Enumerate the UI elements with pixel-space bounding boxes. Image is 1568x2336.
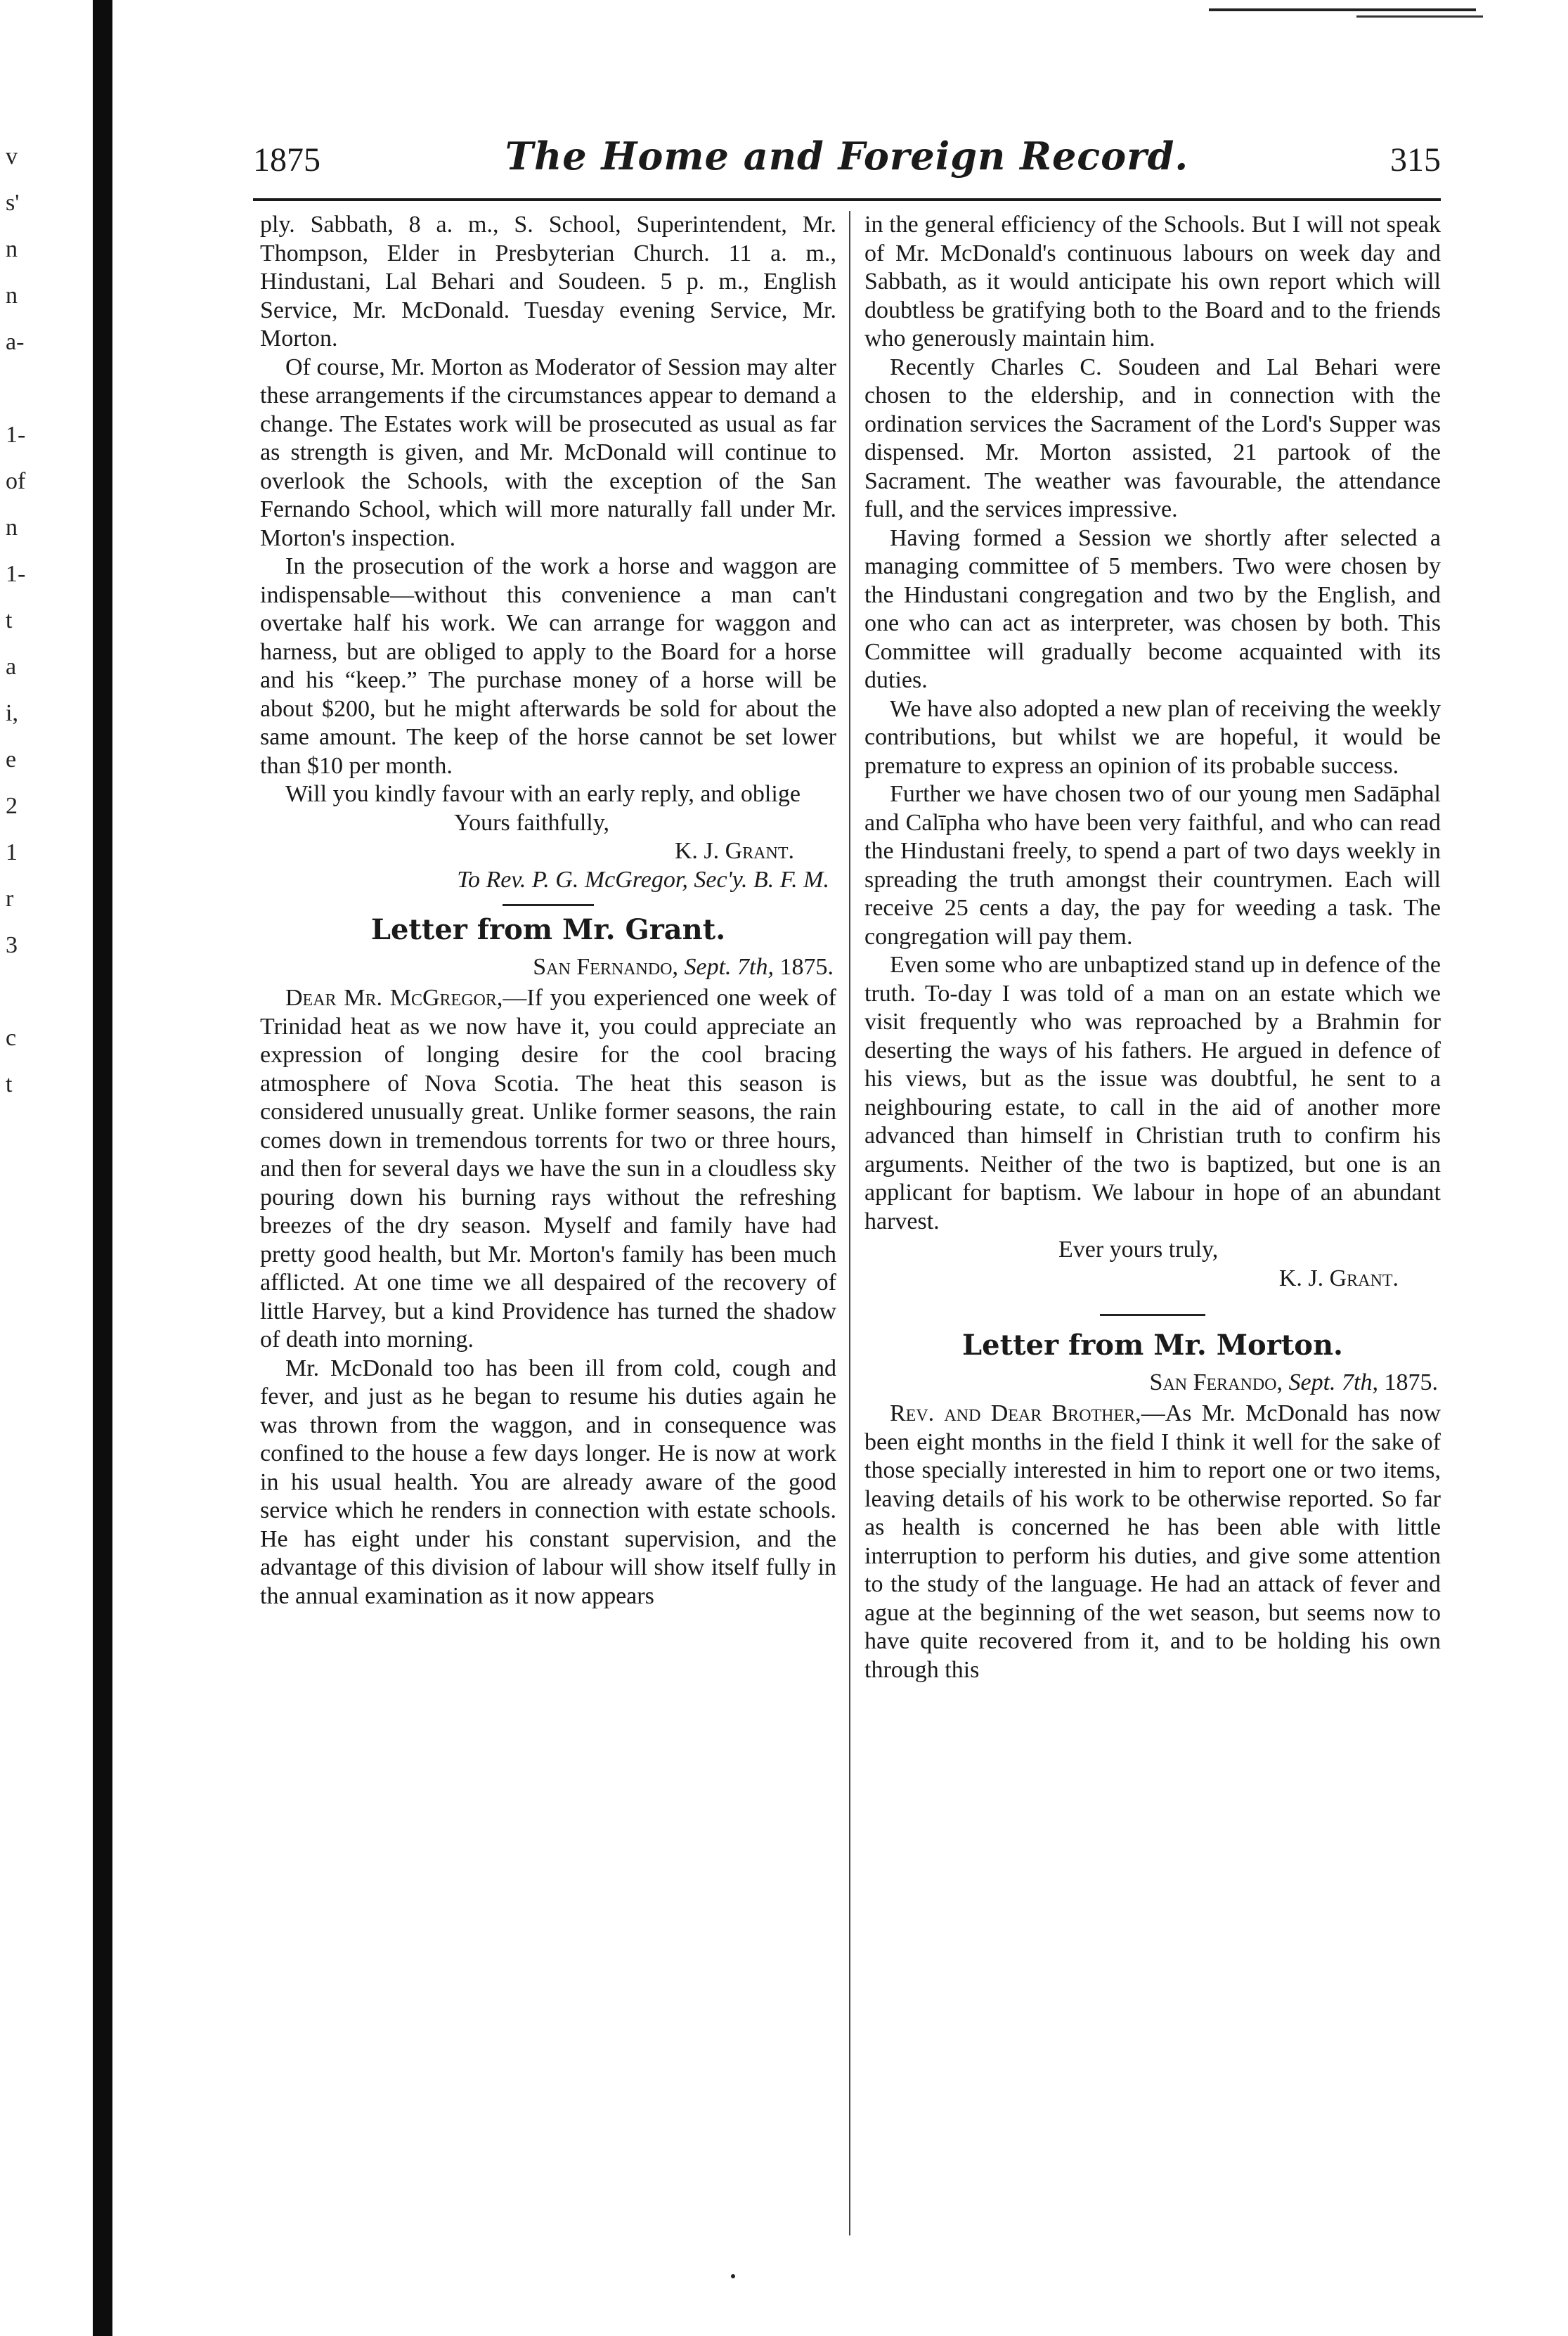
- margin-fragment: n: [6, 236, 18, 262]
- paragraph: Will you kindly favour with an early reply, and oblige: [285, 781, 801, 807]
- margin-fragment: 1-: [6, 422, 26, 448]
- facing-page-fragments: [6, 134, 55, 1108]
- margin-fragment: e: [6, 747, 17, 773]
- margin-fragment: 1-: [6, 561, 26, 587]
- salutation: Rev. and Dear Brother,: [890, 1400, 1141, 1426]
- margin-fragment: t: [6, 607, 13, 633]
- dateline: [864, 1369, 1441, 1398]
- paragraph-text: —If you experienced one week of Trinidad heat as we now have it, you could appreciate an expression of longing desire for the cool bracing atmosphere of Nova Scotia. The heat this season is considered unusually great. Unlike former seasons, the rain comes down in tremendous torrents for two or three hours, and then for several days we have the sun in a cloudless sky pouring down his burning rays without the refreshing breezes of the dry season. Myself and family have had pretty good health, but Mr. Morton's family has been much afflicted. At one time we all despaired of the recovery of little Harvey, but a kind Providence has turned the shadow of death into morning.: [260, 985, 836, 1353]
- margin-fragment: n: [6, 283, 18, 309]
- margin-fragment: 3: [6, 932, 18, 958]
- dateline-year: 1875.: [1384, 1369, 1438, 1395]
- paragraph: Having formed a Session we shortly after selected a managing committee of 5 members. Two were chosen by the Hindustani congregation and two by the English, and one who can act as interpreter, was chosen by both. This Committee will gradually become acquainted with its duties.: [864, 524, 1441, 693]
- page-binding-shadow: [93, 0, 112, 2336]
- margin-fragment: a-: [6, 329, 25, 355]
- left-column: [260, 211, 836, 2292]
- margin-fragment: [6, 969, 55, 1015]
- margin-fragment: 1: [6, 839, 18, 865]
- dateline: [260, 953, 836, 982]
- column-divider: [849, 211, 850, 2235]
- header-year: 1875: [253, 141, 320, 179]
- margin-fragment: 2: [6, 793, 18, 819]
- letter-heading: Letter from Mr. Morton.: [962, 1329, 1343, 1362]
- right-column: [864, 211, 1441, 2292]
- margin-fragment: of: [6, 468, 26, 494]
- top-edge-rule-2: [1356, 15, 1483, 18]
- section-rule: [503, 904, 594, 906]
- section-rule: [1100, 1314, 1205, 1316]
- paragraph: In the prosecution of the work a horse and waggon are indispensable—without this convenience a man can't overtake half his work. We can arrange for waggon and harness, but are obliged to apply to the Board for a horse and his “keep.” The purchase money of a horse will be about $200, but he might afterwards be sold for about the same amount. The keep of the horse cannot be set lower than $10 per month.: [260, 553, 836, 779]
- paragraph: [260, 984, 836, 1355]
- paragraph: Even some who are unbaptized stand up in defence of the truth. To-day I was told of a man on an estate which we visit frequently who was reproached by a Brahmin for deserting the ways of his fathers. He argued in defence of his views, but as the issue was doubtful, he sent to a neighbouring estate, to call in the aid of another more advanced than himself in Christian truth to confirm his arguments. Neither of the two is baptized, but one is an applicant for baptism. We labour in hope of an abundant harvest.: [864, 952, 1441, 1234]
- signature: K. J. Grant.: [674, 838, 794, 864]
- addressee: To Rev. P. G. McGregor, Sec'y. B. F. M.: [457, 866, 829, 893]
- journal-title: The Home and Foreign Record.: [505, 134, 1189, 179]
- paragraph: Recently Charles C. Soudeen and Lal Behari were chosen to the eldership, and in connection with the ordination services the Sacrament of the Lord's Supper was dispensed. Mr. Morton assisted, 21 partook of the Sacrament. The weather was favourable, the attendance full, and the services impressive.: [864, 354, 1441, 522]
- header-rule: [253, 198, 1441, 201]
- salutation: Dear Mr. McGregor,: [285, 985, 503, 1011]
- paragraph: in the general efficiency of the Schools. But I will not speak of Mr. McDonald's continuous labours on week day and Sabbath, as it would anticipate his own report which will doubtless be gratifying both to the Board and to the friends who generously maintain him.: [864, 212, 1441, 351]
- margin-fragment: c: [6, 1025, 17, 1051]
- paragraph: [864, 1400, 1441, 1684]
- paragraph: Of course, Mr. Morton as Moderator of Session may alter these arrangements if the circumstances appear to demand a change. The Estates work will be prosecuted as usual as far as strength is given, and Mr. McDonald will continue to overlook the Schools, with the exception of the San Fernando School, which will more naturally fall under Mr. Morton's inspection.: [260, 354, 836, 551]
- paragraph: Further we have chosen two of our young men Sadāphal and Calīpha who have been very faithful, and who can read the Hindustani freely, to spend a part of two days weekly in spreading the truth amongst their countrymen. Each will receive 25 cents a day, the pay for weeding a task. The congregation will pay them.: [864, 781, 1441, 950]
- margin-fragment: i,: [6, 700, 18, 726]
- dateline-place: San Ferando,: [1149, 1369, 1283, 1395]
- paragraph: Mr. McDonald too has been ill from cold, cough and fever, and just as he began to resume his duties again he was thrown from the waggon, and in consequence was confined to the house a few days longer. He is now at work in his usual health. You are already aware of the good service which he renders in connection with estate schools. He has eight under his constant supervision, and the advantage of this division of labour will show itself fully in the annual examination as it now appears: [260, 1355, 836, 1609]
- dateline-date: Sept. 7th,: [1288, 1369, 1378, 1395]
- paragraph: We have also adopted a new plan of receiving the weekly contributions, but whilst we are hopeful, it would be premature to express an opinion of its probable success.: [864, 695, 1441, 779]
- margin-fragment: a: [6, 654, 17, 680]
- paragraph: ply. Sabbath, 8 a. m., S. School, Superintendent, Mr. Thompson, Elder in Presbyterian Church. 11 a. m., Hindustani, Lal Behari and Soudeen. 5 p. m., English Service, Mr. McDonald. Tuesday evening Service, Mr. Morton.: [260, 212, 836, 351]
- closing: Yours faithfully,: [454, 809, 610, 836]
- margin-fragment: n: [6, 515, 18, 541]
- margin-fragment: s': [6, 190, 20, 216]
- paragraph-text: —As Mr. McDonald has now been eight months in the field I think it well for the sake of those specially interested in him to report one or two items, leaving details of his work to be otherwise reported. So far as health is concerned he has been able with little interruption to perform his duties, and give some attention to the study of the language. He had an attack of fever and ague at the beginning of the wet season, but seems now to have quite recovered from it, and to be holding his own through this: [864, 1400, 1441, 1683]
- top-edge-rule: [1209, 8, 1476, 11]
- page-number: 315: [1390, 141, 1441, 179]
- dateline-date: Sept. 7th,: [684, 953, 774, 980]
- margin-fragment: t: [6, 1071, 13, 1097]
- margin-fragment: v: [6, 143, 18, 169]
- dateline-year: 1875.: [779, 953, 834, 980]
- dateline-place: San Fernando,: [533, 953, 679, 980]
- margin-fragment: r: [6, 886, 14, 912]
- margin-fragment: [6, 366, 55, 412]
- print-speck: [731, 2274, 735, 2278]
- running-header: [253, 134, 1441, 190]
- signature: K. J. Grant.: [1278, 1265, 1399, 1291]
- letter-heading: Letter from Mr. Grant.: [370, 913, 726, 946]
- closing: Ever yours truly,: [1058, 1237, 1219, 1263]
